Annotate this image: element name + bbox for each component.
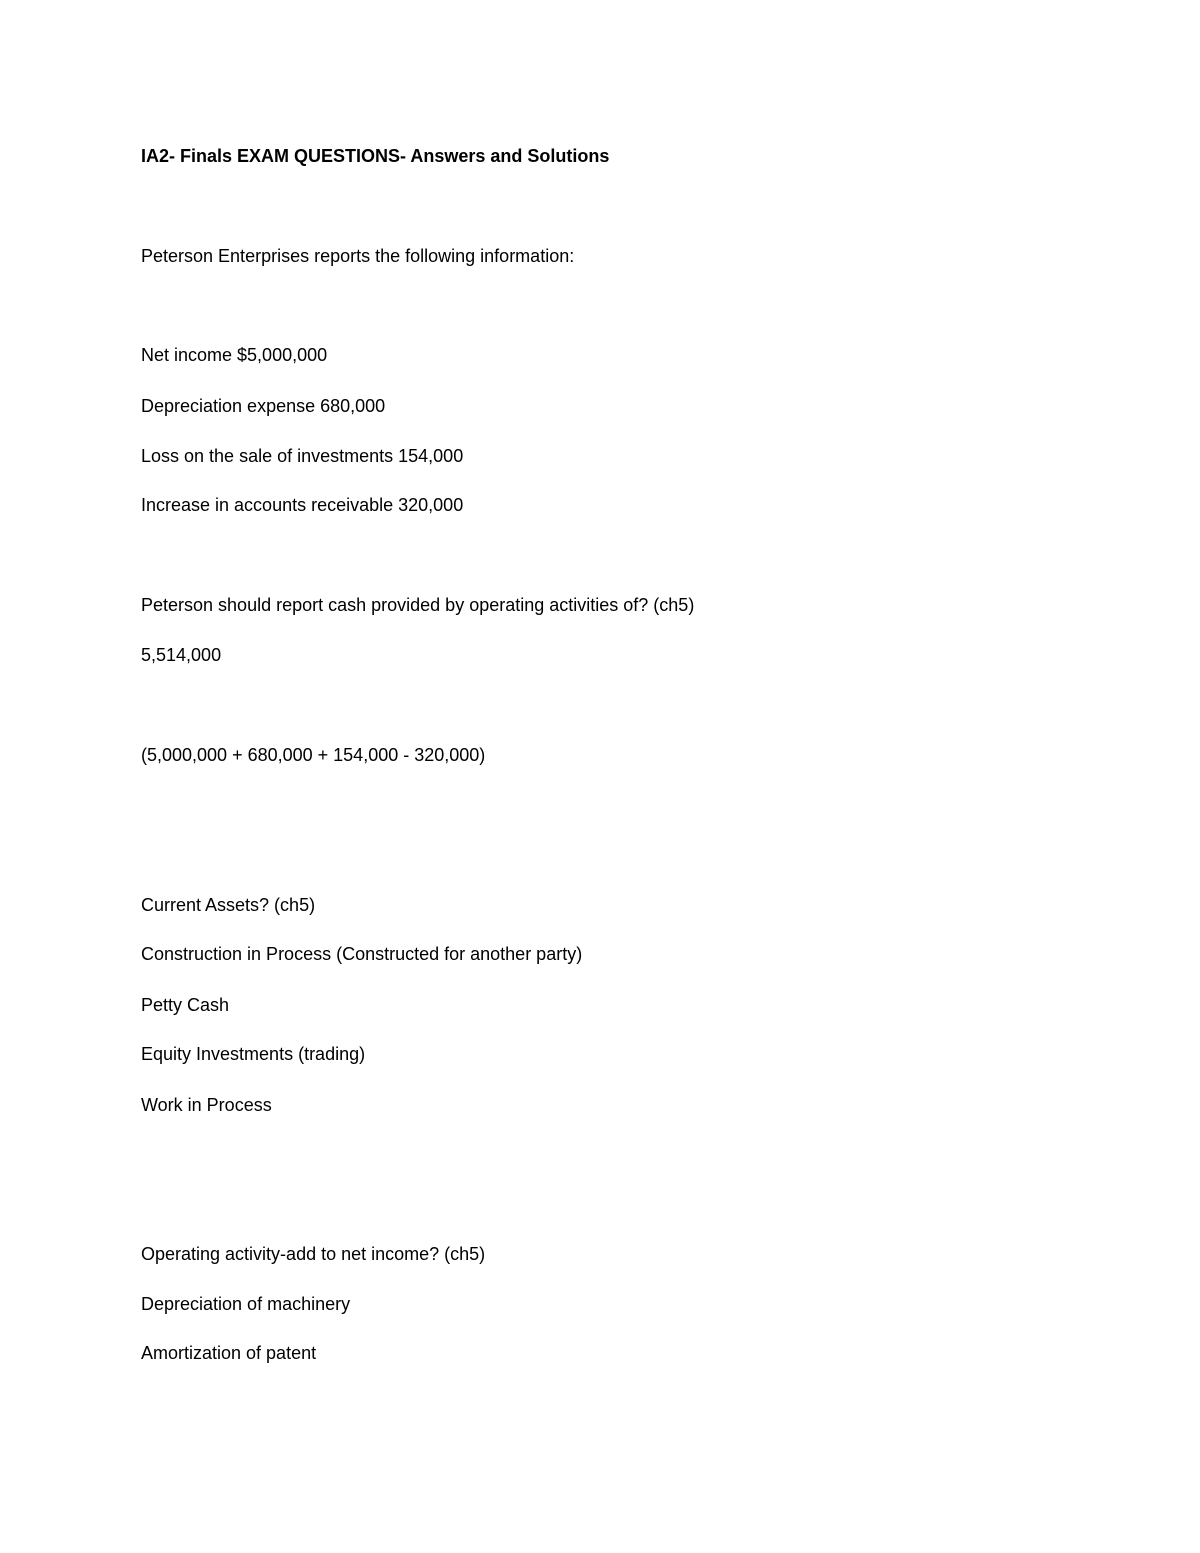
intro-text: Peterson Enterprises reports the following information: bbox=[141, 246, 575, 266]
document-title: IA2- Finals EXAM QUESTIONS- Answers and Solutions bbox=[141, 146, 610, 166]
question-operating-cash: Peterson should report cash provided by operating activities of? (ch5) bbox=[141, 595, 695, 615]
item-loss-on-sale: Loss on the sale of investments 154,000 bbox=[141, 446, 464, 466]
item-accounts-receivable: Increase in accounts receivable 320,000 bbox=[141, 495, 464, 515]
item-net-income: Net income $5,000,000 bbox=[141, 345, 328, 365]
answer-operating-amortization: Amortization of patent bbox=[141, 1343, 317, 1363]
answer-current-asset-wip: Work in Process bbox=[141, 1095, 272, 1115]
answer-current-asset-petty-cash: Petty Cash bbox=[141, 995, 230, 1015]
answer-operating-cash: 5,514,000 bbox=[141, 645, 222, 665]
solution-operating-cash: (5,000,000 + 680,000 + 154,000 - 320,000) bbox=[141, 745, 486, 765]
question-current-assets: Current Assets? (ch5) bbox=[141, 895, 316, 915]
answer-current-asset-construction: Construction in Process (Constructed for another party) bbox=[141, 944, 583, 964]
item-depreciation: Depreciation expense 680,000 bbox=[141, 396, 386, 416]
answer-operating-depreciation: Depreciation of machinery bbox=[141, 1294, 351, 1314]
question-operating-add: Operating activity-add to net income? (ch5) bbox=[141, 1244, 486, 1264]
answer-current-asset-equity: Equity Investments (trading) bbox=[141, 1044, 366, 1064]
